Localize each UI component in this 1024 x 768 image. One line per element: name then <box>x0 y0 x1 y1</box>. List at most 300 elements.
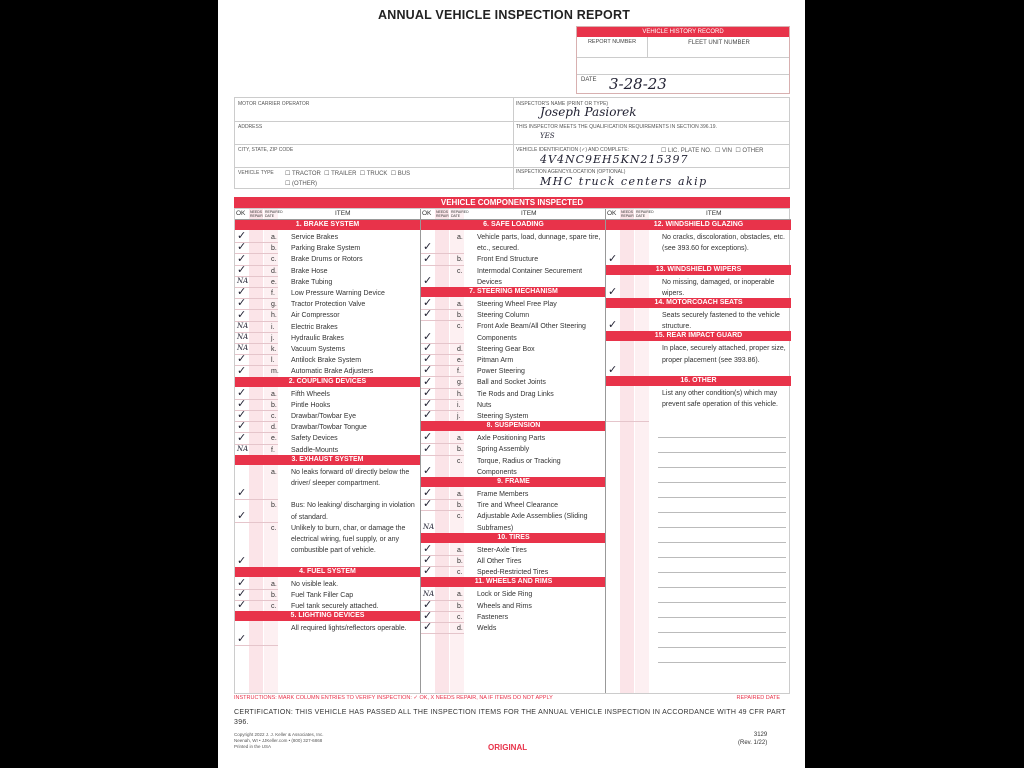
ok-checkmark[interactable]: ✓ <box>423 274 433 287</box>
item-letter: c. <box>457 513 463 521</box>
ok-checkmark[interactable]: ✓ <box>423 397 433 410</box>
ok-checkmark[interactable]: ✓ <box>237 486 247 500</box>
inspection-item <box>457 310 602 321</box>
repaired-date-header: REPAIRED DATE <box>636 210 654 218</box>
needs-repair-header: NEEDS REPAIR <box>250 210 263 218</box>
vehicle-id-options: ☐ LIC. PLATE NO. ☐ VIN ☐ OTHER <box>661 148 764 154</box>
needs-repair-header: NEEDS REPAIR <box>621 210 634 218</box>
inspection-item <box>271 500 416 522</box>
item-text: Fuel tank securely attached. <box>291 603 379 610</box>
inspection-item <box>457 355 602 366</box>
ok-checkmark[interactable]: ✓ <box>423 296 433 310</box>
inspection-item <box>457 489 602 500</box>
item-letter: c. <box>271 256 277 264</box>
other-condition-line[interactable] <box>658 602 786 603</box>
inspection-item <box>271 333 416 344</box>
item-text: Spring Assembly <box>477 446 530 454</box>
section-header: 7. STEERING MECHANISM <box>421 287 606 297</box>
qualification-value: YES <box>540 132 555 140</box>
item-letter: a. <box>271 580 277 588</box>
na-mark[interactable]: NA <box>423 589 435 598</box>
section-header: 15. REAR IMPACT GUARD <box>606 331 791 341</box>
item-letter: k. <box>271 346 277 353</box>
agency-value: MHC truck centers akip <box>540 175 708 188</box>
inspection-item <box>652 277 787 299</box>
inspection-item <box>652 232 787 254</box>
item-letter: c. <box>457 569 463 577</box>
inspection-item <box>457 556 602 567</box>
inspection-item <box>457 601 602 612</box>
item-text: Brake Tubing <box>291 278 333 286</box>
item-text: In place, securely attached, proper size, proper placement (see 393.86). <box>662 345 786 364</box>
item-text: Parking Brake System <box>291 245 361 253</box>
ok-checkmark[interactable]: ✓ <box>608 285 618 298</box>
ok-checkmark[interactable]: ✓ <box>237 262 247 276</box>
inspection-item <box>457 366 602 377</box>
inspection-report-page <box>218 0 805 768</box>
date-label: DATE <box>581 77 597 83</box>
repaired-date-column <box>635 209 654 693</box>
item-letter: c. <box>271 524 277 532</box>
repaired-date-footer: REPAIRED DATE <box>736 695 780 701</box>
item-text: Steer-Axle Tires <box>477 546 527 554</box>
item-letter: f. <box>271 446 275 454</box>
other-condition-line[interactable] <box>658 512 786 513</box>
other-condition-line[interactable] <box>658 482 786 483</box>
inspection-item <box>457 433 602 444</box>
item-letter: b. <box>271 591 277 599</box>
inspection-item <box>271 277 416 288</box>
item-letter: b. <box>457 446 463 454</box>
item-letter: a. <box>271 234 277 241</box>
ok-checkmark[interactable]: ✓ <box>423 341 433 354</box>
na-mark[interactable]: NA <box>237 277 249 285</box>
item-letter: c. <box>457 323 463 331</box>
ok-checkmark[interactable]: ✓ <box>423 564 433 578</box>
item-text: Vacuum Systems <box>291 346 345 353</box>
item-text: Torque, Radius or Tracking Components <box>477 457 561 476</box>
inspection-item <box>271 266 416 277</box>
agency-label: INSPECTION AGENCY/LOCATION (OPTIONAL) <box>516 169 626 175</box>
item-letter: f. <box>271 290 275 297</box>
inspection-item <box>271 232 416 243</box>
tractor-checkbox[interactable]: ☐ <box>285 171 292 177</box>
item-letter: e. <box>271 278 277 286</box>
item-text: Tractor Protection Valve <box>291 301 366 309</box>
item-text: Fuel Tank Filler Cap <box>291 591 354 599</box>
other-condition-line[interactable] <box>658 452 786 453</box>
components-header: VEHICLE COMPONENTS INSPECTED <box>234 197 790 208</box>
item-letter: j. <box>271 334 275 342</box>
copyright-line-3: Printed in the USA <box>234 744 272 749</box>
na-mark[interactable]: NA <box>237 344 249 353</box>
item-letter: h. <box>457 390 463 398</box>
ok-checkmark[interactable]: ✓ <box>423 374 433 388</box>
vehicle-history-box <box>576 26 790 94</box>
row-divider <box>606 421 649 422</box>
ok-checkmark[interactable]: ✓ <box>237 430 247 444</box>
inspection-item <box>271 254 416 265</box>
item-text: Steering System <box>477 413 529 420</box>
bus-checkbox[interactable]: ☐ <box>390 171 398 177</box>
item-text: All required lights/reflectors operable. <box>291 625 407 633</box>
section-header: 6. SAFE LOADING <box>421 220 606 230</box>
item-text: Drawbar/Towbar Tongue <box>291 424 367 432</box>
inspection-item <box>457 321 602 343</box>
inspection-item <box>271 389 416 400</box>
item-text: Fifth Wheels <box>291 390 330 398</box>
city-label: CITY, STATE, ZIP CODE <box>238 147 294 153</box>
needs-repair-header: NEEDS REPAIR <box>436 210 449 218</box>
ok-header: OK <box>422 210 432 217</box>
item-letter: d. <box>457 345 463 353</box>
inspection-item <box>457 254 602 265</box>
item-text: Bus: No leaking/ discharging in violation of standard. <box>291 502 415 521</box>
copyright-line-2: Neenah, WI • JJKeller.com • (800) 327-6868 <box>234 738 323 743</box>
item-letter: a. <box>457 301 463 308</box>
inspection-item <box>457 589 602 600</box>
form-rev: (Rev. 1/22) <box>738 740 768 746</box>
item-letter: c. <box>271 413 277 420</box>
ok-checkmark[interactable]: ✓ <box>237 363 247 377</box>
other-condition-line[interactable] <box>658 617 786 618</box>
truck-checkbox[interactable]: ☐ <box>359 171 367 177</box>
item-letter: a. <box>271 390 277 398</box>
item-text: Brake Drums or Rotors <box>291 256 363 264</box>
item-letter: d. <box>271 424 277 432</box>
ok-checkmark[interactable]: ✓ <box>608 363 618 376</box>
inspection-item <box>457 456 602 478</box>
section-header: 4. FUEL SYSTEM <box>235 567 420 577</box>
section-header: 16. OTHER <box>606 376 791 386</box>
item-text: Front End Structure <box>477 256 539 264</box>
other-condition-line[interactable] <box>658 557 786 558</box>
ok-checkmark[interactable]: ✓ <box>423 240 433 254</box>
row-divider <box>421 633 464 634</box>
item-letter: f. <box>457 368 461 376</box>
other-checkbox[interactable]: ☐ <box>285 181 293 187</box>
item-letter: b. <box>457 256 463 264</box>
section-header: 5. LIGHTING DEVICES <box>235 611 420 621</box>
item-text: Seats securely fastened to the vehicle structure. <box>662 312 780 331</box>
item-letter: a. <box>457 435 463 443</box>
needs-repair-column <box>435 209 449 693</box>
ok-checkmark[interactable]: ✓ <box>423 408 433 422</box>
fleet-unit-label: FLEET UNIT NUMBER <box>688 40 750 46</box>
inspection-item <box>457 500 602 511</box>
item-text: Tire and Wheel Clearance <box>477 502 559 510</box>
vin-checkbox[interactable]: ☐ <box>714 148 723 154</box>
item-text: List any other condition(s) which may prevent safe operation of this vehicle. <box>662 390 778 409</box>
item-letter: l. <box>271 357 275 365</box>
section-header: 1. BRAKE SYSTEM <box>235 220 420 230</box>
item-text: Steering Column <box>477 312 530 320</box>
item-text: Steering Gear Box <box>477 345 535 353</box>
ok-checkmark[interactable]: ✓ <box>423 609 433 622</box>
item-letter: a. <box>457 546 463 554</box>
item-text: Frame Members <box>477 491 529 498</box>
item-letter: b. <box>271 502 277 510</box>
ok-checkmark[interactable]: ✓ <box>423 542 433 555</box>
ok-checkmark[interactable]: ✓ <box>423 497 433 511</box>
item-letter: d. <box>271 267 277 275</box>
inspection-item <box>457 232 602 254</box>
copyright-block <box>234 732 324 750</box>
na-mark[interactable]: NA <box>237 321 249 330</box>
ok-checkmark[interactable]: ✓ <box>423 464 433 477</box>
inspection-item <box>271 523 416 557</box>
other-condition-line[interactable] <box>658 572 786 573</box>
ok-checkmark[interactable]: ✓ <box>423 553 433 567</box>
inspection-item <box>281 623 416 634</box>
vehicle-type-label: VEHICLE TYPE <box>238 170 274 176</box>
item-letter: m. <box>271 368 279 376</box>
item-letter: i. <box>457 401 461 409</box>
item-text: No visible leak. <box>291 580 339 588</box>
ok-checkmark[interactable]: ✓ <box>237 553 247 567</box>
item-text: Power Steering <box>477 368 525 376</box>
inspection-item <box>271 288 416 299</box>
needs-repair-column <box>620 209 634 693</box>
inspection-item <box>457 344 602 355</box>
item-letter: c. <box>271 603 277 610</box>
item-letter: c. <box>457 613 463 621</box>
item-text: Pitman Arm <box>477 357 514 364</box>
motor-carrier-label: MOTOR CARRIER OPERATOR <box>238 101 310 107</box>
ok-checkmark[interactable]: ✓ <box>237 598 247 612</box>
inspection-item <box>457 389 602 400</box>
item-text: Antilock Brake System <box>291 357 362 365</box>
other-condition-line[interactable] <box>658 632 786 633</box>
inspection-item <box>457 545 602 556</box>
item-text: Pintle Hooks <box>291 401 331 409</box>
item-text: Welds <box>477 625 497 632</box>
section-header: 10. TIRES <box>421 533 606 543</box>
item-letter: h. <box>271 312 277 320</box>
item-letter: c. <box>457 267 463 275</box>
na-mark[interactable]: NA <box>237 333 249 341</box>
inspection-item <box>271 467 416 489</box>
ok-checkmark[interactable]: ✓ <box>423 251 433 265</box>
ok-checkmark[interactable]: ✓ <box>237 575 247 589</box>
item-text: No leaks forward of/ directly below the driver/ sleeper compartment. <box>291 468 410 487</box>
address-label: ADDRESS <box>238 124 263 130</box>
inspection-item <box>271 590 416 601</box>
ok-checkmark[interactable]: ✓ <box>237 251 247 265</box>
lic-plate-checkbox[interactable]: ☐ <box>661 148 669 154</box>
item-text: Safety Devices <box>291 435 338 443</box>
vehicle-history-header: VEHICLE HISTORY RECORD <box>577 27 789 37</box>
inspection-item <box>457 400 602 411</box>
inspection-item <box>457 377 602 388</box>
inspection-item <box>457 623 602 634</box>
ok-checkmark[interactable]: ✓ <box>237 508 247 522</box>
other-id-checkbox[interactable]: ☐ <box>735 148 743 154</box>
ok-checkmark[interactable]: ✓ <box>423 441 433 455</box>
item-text: Electric Brakes <box>291 323 338 331</box>
section-header: 11. WHEELS AND RIMS <box>421 577 606 587</box>
carrier-info-grid <box>234 97 790 189</box>
ok-checkmark[interactable]: ✓ <box>237 352 247 366</box>
item-letter: b. <box>457 502 463 510</box>
item-text: Nuts <box>477 401 492 409</box>
section-header: 8. SUSPENSION <box>421 421 606 431</box>
inspection-item <box>652 343 787 365</box>
item-text: Air Compressor <box>291 312 340 320</box>
ok-checkmark[interactable]: ✓ <box>423 620 433 634</box>
inspection-item <box>271 322 416 333</box>
item-letter: b. <box>271 401 277 409</box>
inspection-item <box>271 422 416 433</box>
inspection-item <box>271 243 416 254</box>
item-letter: b. <box>457 602 463 610</box>
other-condition-line[interactable] <box>658 542 786 543</box>
item-text: Vehicle parts, load, dunnage, spare tire, etc., secured. <box>477 234 601 253</box>
na-mark[interactable]: NA <box>237 444 249 453</box>
item-text: Unlikely to burn, char, or damage the electrical wiring, fuel supply, or any combustible part of vehicle. <box>291 524 406 555</box>
other-condition-line[interactable] <box>658 662 786 663</box>
ok-checkmark[interactable]: ✓ <box>608 251 618 265</box>
item-text: Hydraulic Brakes <box>291 334 344 342</box>
inspection-item <box>457 612 602 623</box>
column-divider <box>420 209 421 693</box>
copyright-line-1: Copyright 2022 J. J. Keller & Associates, Inc. <box>234 732 324 737</box>
item-text: Speed-Restricted Tires <box>477 569 549 577</box>
item-text: Ball and Socket Joints <box>477 379 546 387</box>
ok-checkmark[interactable]: ✓ <box>423 352 433 366</box>
item-letter: a. <box>457 234 463 241</box>
other-type: ☐ (OTHER) <box>285 181 318 187</box>
section-header: 12. WINDSHIELD GLAZING <box>606 220 791 230</box>
item-text: Tie Rods and Drag Links <box>477 390 554 398</box>
item-text: Low Pressure Warning Device <box>291 290 385 297</box>
vin-value: 4V4NC9EH5KN215397 <box>540 153 689 166</box>
ok-checkmark[interactable]: ✓ <box>423 363 433 377</box>
item-text: Brake Hose <box>291 267 328 275</box>
ok-checkmark[interactable]: ✓ <box>237 240 247 254</box>
item-header: ITEM <box>335 210 351 217</box>
ok-checkmark[interactable]: ✓ <box>237 385 247 399</box>
inspection-item <box>271 344 416 355</box>
ok-checkmark[interactable]: ✓ <box>608 318 618 332</box>
inspection-item <box>652 388 787 410</box>
other-condition-line[interactable] <box>658 587 786 588</box>
ok-checkmark[interactable]: ✓ <box>237 408 247 422</box>
section-header: 3. EXHAUST SYSTEM <box>235 455 420 465</box>
section-header: 9. FRAME <box>421 477 606 487</box>
item-letter: b. <box>457 558 463 565</box>
ok-checkmark[interactable]: ✓ <box>423 486 433 500</box>
other-condition-line[interactable] <box>658 437 786 438</box>
ok-checkmark[interactable]: ✓ <box>237 397 247 410</box>
item-letter: i. <box>271 323 275 331</box>
inspector-label: INSPECTOR'S NAME (PRINT OR TYPE) <box>516 101 609 107</box>
item-letter: g. <box>271 301 277 309</box>
ok-checkmark[interactable]: ✓ <box>237 285 247 299</box>
item-text: No missing, damaged, or inoperable wipers. <box>662 278 775 297</box>
original-label: ORIGINAL <box>488 743 528 752</box>
ok-checkmark[interactable]: ✓ <box>423 329 433 343</box>
other-condition-line[interactable] <box>658 647 786 648</box>
item-letter: c. <box>457 457 463 465</box>
inspection-item <box>457 511 602 533</box>
column-divider <box>605 209 606 693</box>
item-letter: b. <box>271 245 277 253</box>
item-text: Drawbar/Towbar Eye <box>291 413 356 420</box>
item-letter: g. <box>457 379 463 387</box>
item-header: ITEM <box>706 210 722 217</box>
other-condition-line[interactable] <box>658 467 786 468</box>
certification-text: CERTIFICATION: THIS VEHICLE HAS PASSED ALL THE INSPECTION ITEMS FOR THE ANNUAL VEHICLE INSPECTION IN ACCORDANCE WITH 49 CFR PART 396. <box>234 709 786 726</box>
item-text: Fasteners <box>477 613 509 621</box>
ok-checkmark[interactable]: ✓ <box>237 587 247 600</box>
item-text: All Other Tires <box>477 558 522 565</box>
item-letter: a. <box>271 468 277 476</box>
repaired-date-header: REPAIRED DATE <box>265 210 283 218</box>
report-title: ANNUAL VEHICLE INSPECTION REPORT <box>378 8 631 22</box>
inspection-item <box>271 310 416 321</box>
vehicle-type-options: ☐ TRACTOR ☐ TRAILER ☐ TRUCK ☐ BUS <box>285 171 411 177</box>
trailer-checkbox[interactable]: ☐ <box>324 171 332 177</box>
ok-checkmark[interactable]: ✓ <box>237 229 247 243</box>
inspection-item <box>457 299 602 310</box>
ok-checkmark[interactable]: ✓ <box>423 597 433 611</box>
section-header: 2. COUPLING DEVICES <box>235 377 420 387</box>
inspection-item <box>271 355 416 366</box>
other-condition-line[interactable] <box>658 497 786 498</box>
item-letter: a. <box>457 591 463 599</box>
inspection-item <box>652 310 787 332</box>
ok-checkmark[interactable]: ✓ <box>237 296 247 310</box>
ok-checkmark[interactable]: ✓ <box>423 385 433 399</box>
components-table <box>234 208 790 694</box>
item-text: Automatic Brake Adjusters <box>291 368 374 376</box>
inspection-item <box>271 411 416 422</box>
instructions-line <box>234 695 790 701</box>
ok-header: OK <box>607 210 617 217</box>
ok-header: OK <box>236 210 246 217</box>
item-text: Front Axle Beam/All Other Steering Components <box>477 323 586 342</box>
ok-checkmark[interactable]: ✓ <box>237 307 247 321</box>
vehicle-id-label: VEHICLE IDENTIFICATION (✓) AND COMPLETE: <box>516 147 629 153</box>
item-text: Lock or Side Ring <box>477 591 533 599</box>
inspection-item <box>271 433 416 444</box>
inspection-item <box>271 400 416 411</box>
report-number-label: REPORT NUMBER <box>587 39 637 45</box>
ok-checkmark[interactable]: ✓ <box>423 430 433 444</box>
item-letter: d. <box>457 625 463 632</box>
ok-checkmark[interactable]: ✓ <box>237 419 247 433</box>
repaired-date-header: REPAIRED DATE <box>451 210 469 218</box>
item-text: Intermodal Container Securement Devices <box>477 267 583 286</box>
section-header: 14. MOTORCOACH SEATS <box>606 298 791 308</box>
item-letter: e. <box>457 357 463 364</box>
ok-checkmark[interactable]: ✓ <box>237 631 247 645</box>
other-condition-line[interactable] <box>658 527 786 528</box>
item-text: Service Brakes <box>291 234 339 241</box>
item-header: ITEM <box>521 210 537 217</box>
inspector-signature: Joseph Pasiorek <box>540 105 637 119</box>
form-no: 3129 <box>753 732 768 738</box>
date-value: 3-28-23 <box>609 75 667 93</box>
row-divider <box>235 645 278 646</box>
item-text: Adjustable Axle Assemblies (Sliding Subframes) <box>477 513 588 532</box>
section-header: 13. WINDSHIELD WIPERS <box>606 265 791 275</box>
ok-checkmark[interactable]: ✓ <box>423 307 433 321</box>
item-letter: e. <box>271 435 277 443</box>
na-mark[interactable]: NA <box>423 522 435 531</box>
qualification-label: THIS INSPECTOR MEETS THE QUALIFICATION REQUIREMENTS IN SECTION 396.19. <box>516 124 717 130</box>
